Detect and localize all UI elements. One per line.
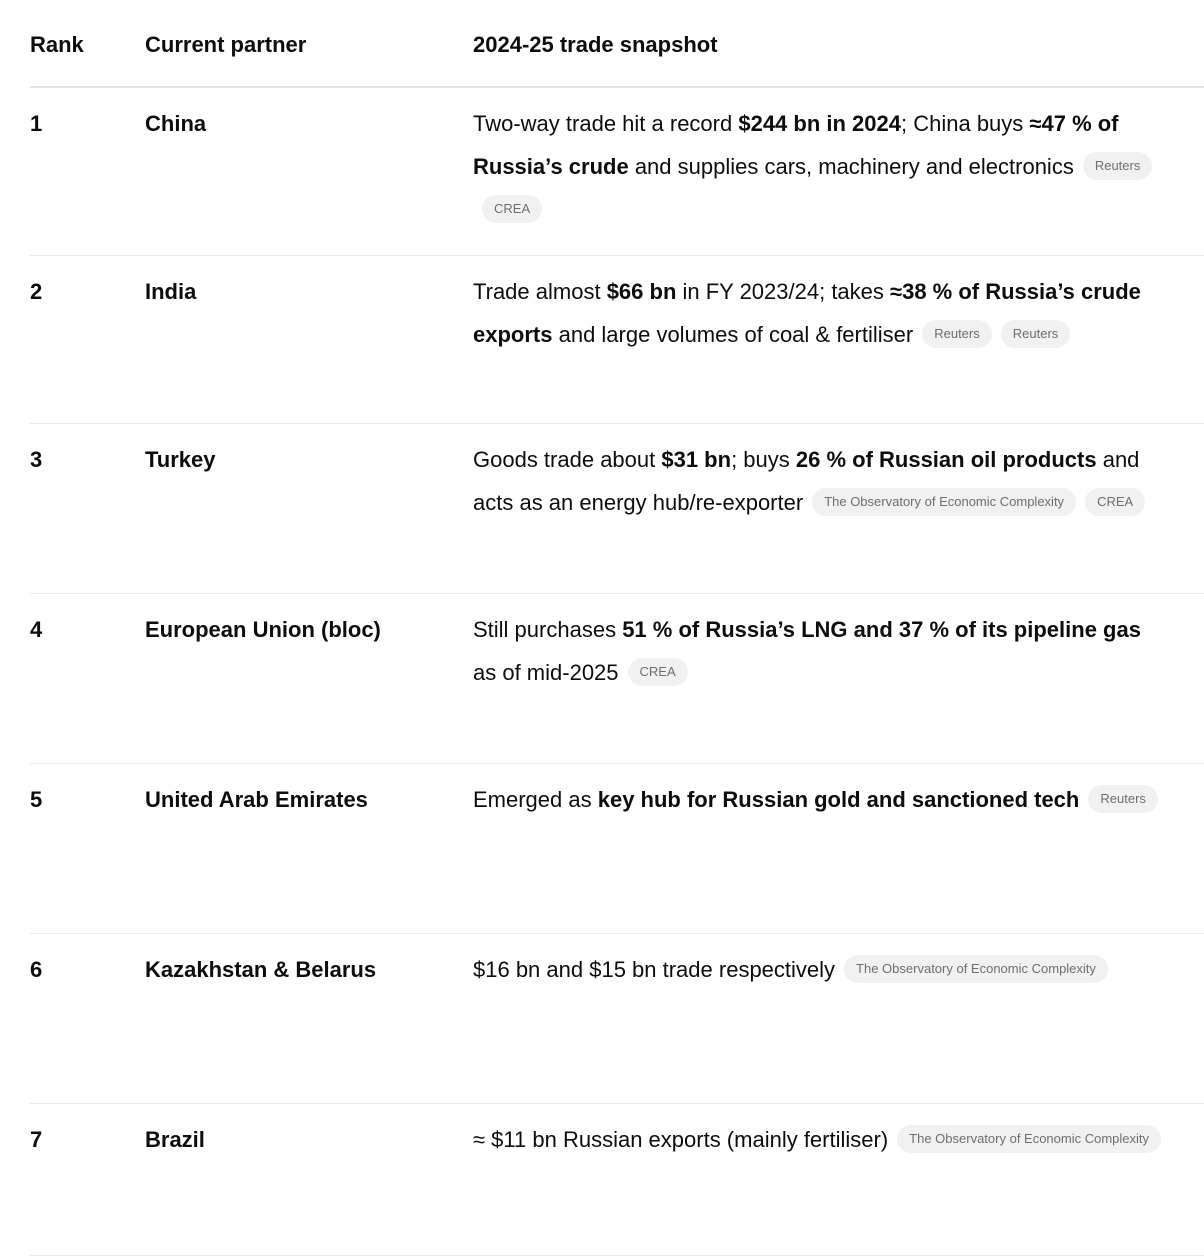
citation-pill[interactable]: Reuters [1001,320,1071,348]
citation-pill[interactable]: CREA [1085,488,1145,516]
rank-cell: 7 [30,1103,145,1255]
partner-cell: India [145,255,473,423]
table-row [30,763,1204,933]
snapshot-cell [473,87,1204,255]
snapshot-cell [473,423,1204,593]
snapshot-bold-text: 51 % of Russia’s LNG and 37 % of its pipeline gas [622,616,1141,642]
rank-cell: 4 [30,593,145,763]
snapshot-text: and supplies cars, machinery and electronics [628,154,1074,179]
table-row [30,255,1204,423]
snapshot-cell [473,763,1204,933]
table-row [30,423,1204,593]
column-header-partner: Current partner [145,0,473,87]
snapshot-cell [473,933,1204,1103]
citation-pill[interactable]: CREA [628,658,688,686]
citation-pill[interactable]: The Observatory of Economic Complexity [897,1125,1161,1153]
snapshot-text: Still purchases [473,616,623,642]
citation-pill[interactable]: Reuters [1083,152,1153,180]
rank-cell: 5 [30,763,145,933]
snapshot-cell [473,1103,1204,1255]
snapshot-bold-text: key hub for Russian gold and sanctioned tech [597,786,1080,812]
snapshot-text: Emerged as [473,786,598,812]
snapshot-bold-text: ≈47 % of Russia’s crude [473,111,1119,179]
snapshot-bold-text: $244 bn in 2024 [738,111,901,136]
citation-pill[interactable]: Reuters [922,320,992,348]
table-row [30,593,1204,763]
snapshot-text: Two-way trade hit a record [473,111,739,136]
table-row [30,87,1204,255]
snapshot-bold-text: $31 bn [661,446,732,472]
snapshot-text: Goods trade about [473,446,662,472]
column-header-snapshot: 2024-25 trade snapshot [473,0,1204,87]
snapshot-text: and acts as an energy hub/re-exporter [473,446,1140,515]
citation-pill[interactable]: Reuters [1088,785,1158,813]
rank-cell: 2 [30,255,145,423]
partner-cell: Turkey [145,423,473,593]
citation-pill[interactable]: CREA [482,195,542,223]
snapshot-text: ; buys [731,446,796,472]
partner-cell: European Union (bloc) [145,593,473,763]
snapshot-text: as of mid-2025 [473,659,619,685]
partner-cell: Brazil [145,1103,473,1255]
rank-cell: 6 [30,933,145,1103]
partner-cell: Kazakhstan & Belarus [145,933,473,1103]
snapshot-text: in FY 2023/24; takes [676,278,891,304]
trade-partners-table [30,0,1204,1256]
citation-pill[interactable]: The Observatory of Economic Complexity [812,488,1076,516]
table-row [30,1103,1204,1255]
partner-cell: China [145,87,473,255]
table-body [30,87,1204,1255]
snapshot-text: and large volumes of coal & fertiliser [552,321,914,347]
snapshot-bold-text: ≈38 % of Russia’s crude exports [473,278,1141,347]
table-header [30,0,1204,87]
column-header-rank: Rank [30,0,145,87]
table-row [30,933,1204,1103]
snapshot-bold-text: 26 % of Russian oil products [795,446,1097,472]
partner-cell: United Arab Emirates [145,763,473,933]
snapshot-text: $16 bn and $15 bn trade respectively [473,956,836,982]
header-row [30,0,1204,87]
citation-pill[interactable]: The Observatory of Economic Complexity [844,955,1108,983]
snapshot-bold-text: $66 bn [606,278,677,304]
rank-cell: 3 [30,423,145,593]
snapshot-cell [473,593,1204,763]
snapshot-text: ≈ $11 bn Russian exports (mainly fertiliser) [473,1126,889,1152]
snapshot-text: ; China buys [901,111,1030,136]
snapshot-cell [473,255,1204,423]
snapshot-text: Trade almost [473,278,607,304]
rank-cell: 1 [30,87,145,255]
